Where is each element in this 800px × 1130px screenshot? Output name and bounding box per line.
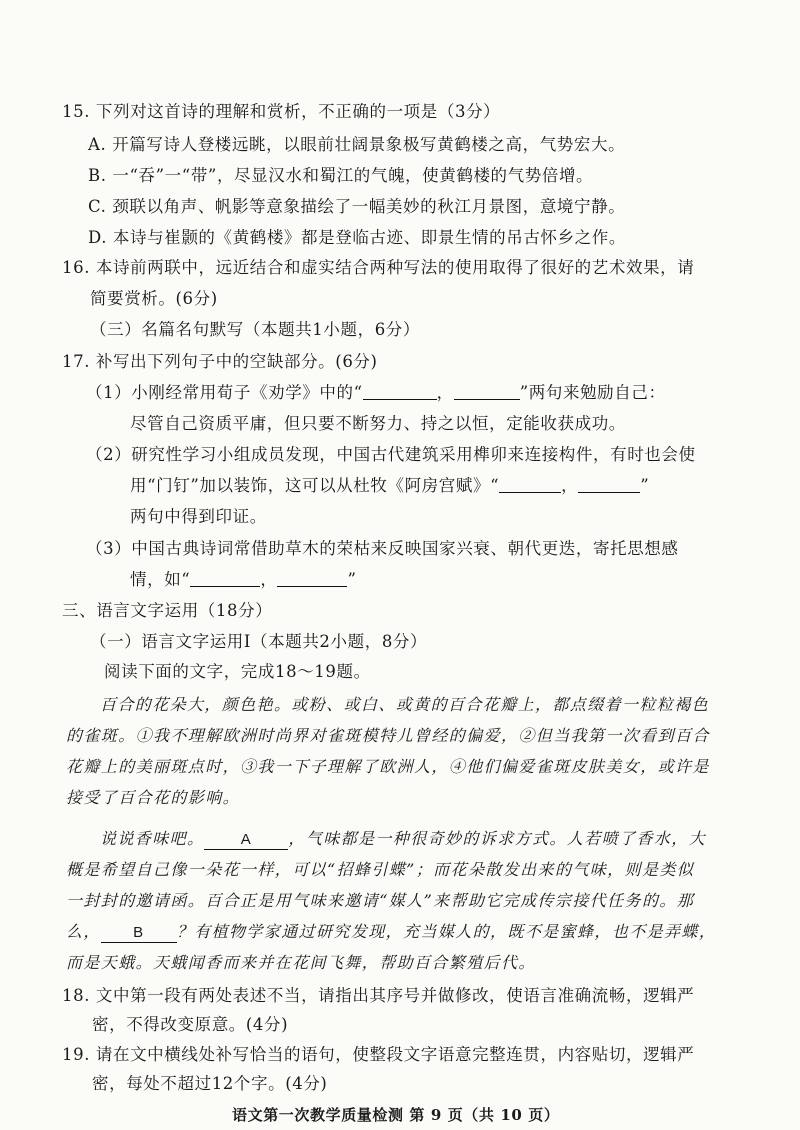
reading-instruction: 阅读下面的文字，完成18～19题。 xyxy=(104,662,371,681)
q15-stem: 15. 下列对这首诗的理解和赏析，不正确的一项是（3分） xyxy=(62,102,501,121)
q17-blank-3[interactable] xyxy=(499,476,561,493)
q17-item1-comma: ， xyxy=(436,383,454,402)
passage-p2-line2: 概是希望自己像一朵花一样，可以“招蜂引蝶”；而花朵散发出来的气味，则是类似 xyxy=(66,860,695,879)
q15-option-d: D. 本诗与崔颢的《黄鹤楼》都是登临古迹、即景生情的吊古怀乡之作。 xyxy=(88,228,626,247)
q18-line2: 密，不得改变原意。(4分) xyxy=(92,1015,289,1034)
passage-p1-line1: 百合的花朵大，颜色艳。或粉、或白、或黄的百合花瓣上，都点缀着一粒粒褐色 xyxy=(100,695,710,714)
q17-item3-comma: ， xyxy=(260,570,278,589)
passage-p1-line3: 花瓣上的美丽斑点时，③我一下子理解了欧洲人，④他们偏爱雀斑皮肤美女，或许是 xyxy=(66,757,710,776)
sub1-heading: （一）语言文字运用Ⅰ（本题共2小题，8分） xyxy=(90,632,428,651)
passage-p1-line2: 的雀斑。①我不理解欧洲时尚界对雀斑模特儿曾经的偏爱，②但当我第一次看到百合 xyxy=(66,726,710,745)
q18-line1: 18. 文中第一段有两处表述不当，请指出其序号并做修改，使语言准确流畅，逻辑严 xyxy=(62,986,695,1005)
q17-item3-line1: （3）中国古典诗词常借助草木的荣枯来反映国家兴衰、朝代更迭，寄托思想感 xyxy=(86,539,679,558)
passage-p2-line1 xyxy=(100,827,706,851)
q17-item3-end: ” xyxy=(347,570,357,589)
q17-item3-text-a: 情，如“ xyxy=(130,570,191,589)
q19-line2: 密，每处不超过12个字。(4分) xyxy=(92,1074,328,1093)
q17-item1-line2: 尽管自己资质平庸，但只要不断努力、持之以恒，定能收获成功。 xyxy=(130,414,626,433)
q17-item3-line2 xyxy=(130,568,357,592)
q15-option-b: B. 一“吞”一“带”，尽显汉水和蜀江的气魄，使黄鹤楼的气势倍增。 xyxy=(88,166,594,185)
q17-item1-line1 xyxy=(86,381,666,405)
passage-p2-line1-b: ，气味都是一种很奇妙的诉求方式。人若喷了香水，大 xyxy=(288,829,707,848)
page-footer: 语文第一次教学质量检测 第 9 页（共 10 页） xyxy=(232,1106,560,1124)
q15-option-c: C. 颈联以角声、帆影等意象描绘了一幅美妙的秋江月景图，意境宁静。 xyxy=(88,197,626,216)
passage-p2-line5: 而是天蛾。天蛾闻香而来并在花间飞舞，帮助百合繁殖后代。 xyxy=(66,953,536,972)
q17-item2-line1: （2）研究性学习小组成员发现，中国古代建筑采用榫卯来连接构件，有时也会使 xyxy=(86,445,696,464)
q17-item2-line2 xyxy=(130,474,649,498)
passage-p2-line1-a: 说说香味吧。 xyxy=(100,829,205,848)
q17-item1-text-a: （1）小刚经常用荀子《劝学》中的“ xyxy=(86,383,363,402)
q17-stem: 17. 补写出下列句子中的空缺部分。(6分) xyxy=(62,352,378,371)
q17-blank-5[interactable] xyxy=(190,570,260,587)
q17-blank-1[interactable] xyxy=(363,383,437,400)
section3-heading: （三）名篇名句默写（本题共1小题，6分） xyxy=(90,320,420,339)
q16-line1: 16. 本诗前两联中，远近结合和虚实结合两种写法的使用取得了很好的艺术效果，请 xyxy=(62,258,695,277)
blank-b[interactable]: B xyxy=(101,924,177,943)
q17-blank-2[interactable] xyxy=(454,383,520,400)
q17-blank-6[interactable] xyxy=(277,570,347,587)
blank-a[interactable]: A xyxy=(204,831,288,850)
q17-item2-comma: ， xyxy=(561,476,579,495)
q16-line2: 简要赏析。(6分) xyxy=(90,289,218,308)
q17-item2-line3: 两句中得到印证。 xyxy=(130,507,267,526)
q19-line1: 19. 请在文中横线处补写恰当的语句，使整段文字语意完整连贯，内容贴切，逻辑严 xyxy=(62,1045,695,1064)
passage-p1-line4: 接受了百合花的影响。 xyxy=(66,788,241,807)
q17-item1-text-b: ”两句来勉励自己： xyxy=(519,383,666,402)
q17-item2-quote-end: ” xyxy=(640,476,650,495)
q15-option-a: A. 开篇写诗人登楼远眺，以眼前壮阔景象极写黄鹤楼之高，气势宏大。 xyxy=(88,135,626,154)
passage-p2-line4-b: ？有植物学家通过研究发现，充当媒人的，既不是蜜蜂，也不是弄蝶， xyxy=(176,922,717,941)
passage-p2-line4 xyxy=(66,920,716,944)
part3-heading: 三、语言文字运用（18分） xyxy=(62,601,273,620)
q17-blank-4[interactable] xyxy=(578,476,640,493)
q17-item2-text-a: 用“门钉”加以装饰，这可以从杜牧《阿房宫赋》“ xyxy=(130,476,500,495)
passage-p2-line3: 一封封的邀请函。百合正是用气味来邀请“媒人”来帮助它完成传宗接代任务的。那 xyxy=(66,891,695,910)
passage-p2-line4-a: 么， xyxy=(66,922,101,941)
